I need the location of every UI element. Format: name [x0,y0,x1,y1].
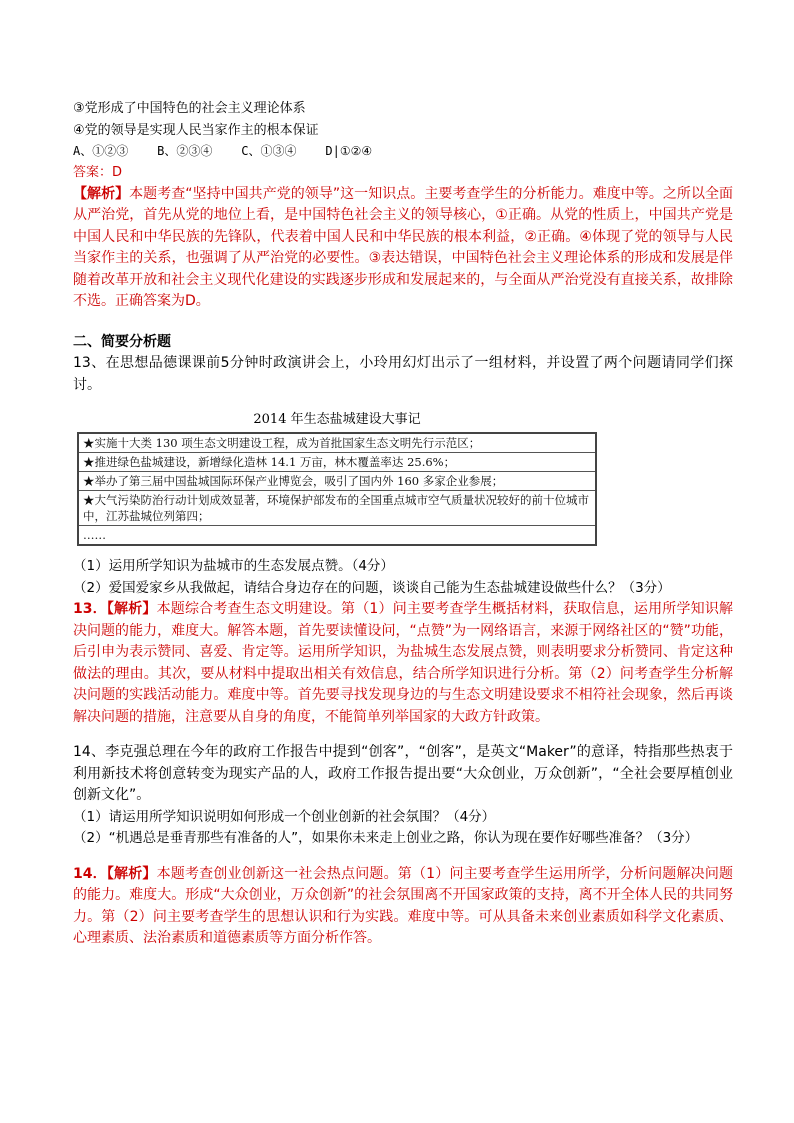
q12-analysis-tag: 【解析】 [73,185,130,202]
table-row: ★举办了第三届中国盐城国际环保产业博览会，吸引了国内外 160 多家企业参展； [79,472,595,491]
q14-sub-1: （1）请运用所学知识说明如何形成一个创业创新的社会氛围？（4分） [73,808,496,825]
q12-analysis [73,184,733,313]
q13-analysis-tag: 13．【解析】 [73,601,157,617]
q13-analysis [73,599,733,728]
q13-material-table [77,410,597,546]
q12-item-4: ④党的领导是实现人民当家作主的根本保证 [73,122,319,138]
q12-item-3: ③党形成了中国特色的社会主义理论体系 [73,101,306,116]
q13-sub-2: （2）爱国爱家乡从我做起，请结合身边存在的问题，谈谈自己能为生态盐城建设做些什么？（3分） [73,579,671,596]
document-page [73,98,733,950]
q14-sub-2: （2）“机遇总是垂青那些有准备的人”，如果你未来走上创业之路，你认为现在要作好哪些准备？（3分） [73,830,699,846]
table-row: …… [83,528,106,542]
q12-options: A、①②③ B、②③④ C、①③④ D|①②④ [73,144,373,158]
q13-stem: 13、在思想品德课课前5分钟时政演讲会上，小玲用幻灯出示了一组材料，并设置了两个问题请同学们探讨。 [73,355,733,393]
q13-table-body [77,432,597,546]
q12-answer: 答案：D [73,165,123,180]
table-row: ★推进绿色盐城建设，新增绿化造林 14.1 万亩，林木覆盖率达 25.6%； [79,453,595,472]
q13-table-title: 2014 年生态盐城建设大事记 [253,412,421,427]
q13-sub-1: （1）运用所学知识为盐城市的生态发展点赞。（4分） [73,558,394,574]
table-row: ★大气污染防治行动计划成效显著，环境保护部发布的全国重点城市空气质量状况较好的前十位城市中，江苏盐城位列第四； [79,491,595,526]
q14-stem: 14、李克强总理在今年的政府工作报告中提到“创客”，“创客”，是英文“Maker”的意译，特指那些热衷于利用新技术将创意转变为现实产品的人，政府工作报告提出要“大众创业，万众创新”，“全社会要厚植创业创新文化”。 [73,744,733,803]
q14-analysis-tag: 14．【解析】 [73,865,157,882]
section-2-title: 二、简要分析题 [73,333,171,350]
q14-analysis-text: 本题考查创业创新这一社会热点问题。第（1）问主要考查学生运用所学，分析问题解决问题的能力。难度大。形成“大众创业，万众创新”的社会氛围离不开国家政策的支持，离不开全体人民的共同努力。第（2）问主要考查学生的思想认识和行为实践。难度中等。可从具备未来创业素质如科学文化素质、心理素质、法治素质和道德素质等方面分析作答。 [73,865,734,946]
q14-analysis [73,864,733,950]
q12-analysis-text: 本题考查“坚持中国共产党的领导”这一知识点。主要考查学生的分析能力。难度中等。之所以全面从严治党，首先从党的地位上看，是中国特色社会主义的领导核心，①正确。从党的性质上，中国共产党是中国人民和中华民族的先锋队，代表着中国人民和中华民族的根本利益，②正确。④体现了党的领导与人民当家作主的关系，也强调了从严治党的必要性。③表达错误，中国特色社会主义理论体系的形成和发展是伴随着改革开放和社会主义现代化建设的实践逐步形成和发展起来的，与全面从严治党没有直接关系，故排除不选。正确答案为D。 [73,185,734,309]
q13-analysis-text: 本题综合考查生态文明建设。第（1）问主要考查学生概括材料，获取信息，运用所学知识解决问题的能力，难度大。解答本题，首先要读懂设问，“点赞”为一网络语言，来源于网络社区的“赞”功能，后引申为表示赞同、喜爱、肯定等。运用所学知识，为盐城生态发展点赞，则表明要求分析赞同、肯定这种做法的理由。其次，要从材料中提取出相关有效信息，结合所学知识进行分析。第（2）问考查学生分析解决问题的实践活动能力。难度中等。首先要寻找发现身边的与生态文明建设要求不相符社会现象，然后再谈解决问题的措施，注意要从自身的角度，不能简单列举国家的大政方针政策。 [73,601,734,725]
table-row: ★实施十大类 130 项生态文明建设工程，成为首批国家生态文明先行示范区； [79,434,595,453]
